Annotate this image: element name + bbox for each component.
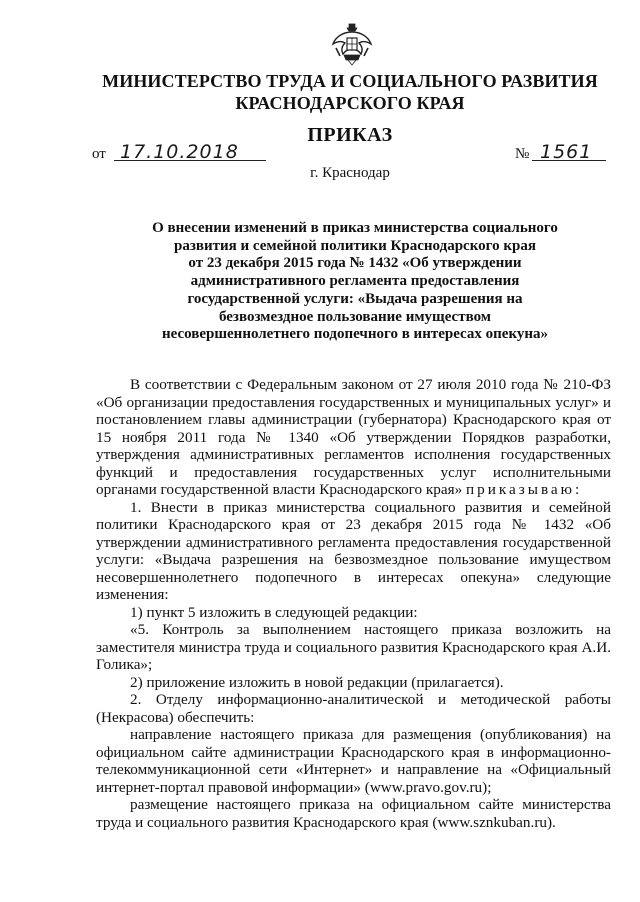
item-2-paragraph: 2. Отделу информационно-аналитической и методической работы (Некрасова) обеспечить: <box>96 691 611 726</box>
number-label: № <box>515 146 530 162</box>
subitem-2-paragraph: 2) приложение изложить в новой редакции (прилагается). <box>130 673 504 691</box>
order-body <box>96 376 611 831</box>
city-name: г. Краснодар <box>310 165 390 181</box>
order-title-line: развития и семейной политики Краснодарского края <box>174 237 536 254</box>
order-title-line: О внесении изменений в приказ министерства социального <box>152 220 558 236</box>
order-title-line: несовершеннолетнего подопечного в интересах опекуна» <box>161 326 549 343</box>
preamble-paragraph <box>96 376 611 499</box>
order-title <box>130 220 580 344</box>
date-label: от <box>92 146 106 162</box>
ministry-name-line2: КРАСНОДАРСКОГО КРАЯ <box>235 93 465 113</box>
preamble-text: В соответствии с Федеральным законом от 27 июля 2010 года № 210-ФЗ «Об организации предоставления государственных и муниципальных услуг» и постановлением главы администрации (губернатора) Краснодарского края от 15 ноября 2011 года № 1340 «Об утверждении Порядков разработки, утверждения административных регламентов исполнения государственных функций и предоставления государственных услуг исполнительными органами государственной власти Краснодарского края» <box>96 376 611 498</box>
ministry-name-line1: МИНИСТЕРСТВО ТРУДА И СОЦИАЛЬНОГО РАЗВИТИЯ <box>102 71 598 91</box>
subitem-1-paragraph: 1) пункт 5 изложить в следующей редакции: <box>130 603 418 621</box>
quoted-clause-paragraph: «5. Контроль за выполнением настоящего приказа возложить на заместителя министра труда и социального развития Краснодарского края А.И. Голика»; <box>96 621 611 673</box>
order-title-line: от 23 декабря 2015 года № 1432 «Об утверждении <box>188 255 522 272</box>
publication-direction-paragraph: направление настоящего приказа для размещения (опубликования) на официальном сайте администрации Краснодарского края в информационно-телекоммуникационной сети «Интернет» и направление на «Официальный интернет-портал правовой информации» (www.pravo.gov.ru); <box>96 726 611 796</box>
document-type-heading: ПРИКАЗ <box>307 124 393 146</box>
order-title-line: безвозмездное пользование имуществом <box>218 308 492 325</box>
handwritten-number: 1561 <box>540 141 593 163</box>
order-title-line: государственной услуги: «Выдача разрешения на <box>187 290 523 307</box>
item-1-paragraph: 1. Внести в приказ министерства социального развития и семейной политики Краснодарского края от 23 декабря 2015 года № 1432 «Об утверждении административного регламента предоставления государственной услуги: «Выдача разрешения на безвозмездное пользование имуществом несовершеннолетнего подопечного в интересах опекуна» следующие изменения: <box>96 498 611 603</box>
coat-of-arms-emblem <box>330 22 374 66</box>
handwritten-date: 17.10.2018 <box>120 141 239 163</box>
order-word: приказываю: <box>466 481 583 498</box>
website-placement-paragraph: размещение настоящего приказа на официальном сайте министерства труда и социального развития Краснодарского края (www.sznkuban.ru). <box>96 796 611 831</box>
order-title-line: административного регламента предоставления <box>190 273 520 290</box>
